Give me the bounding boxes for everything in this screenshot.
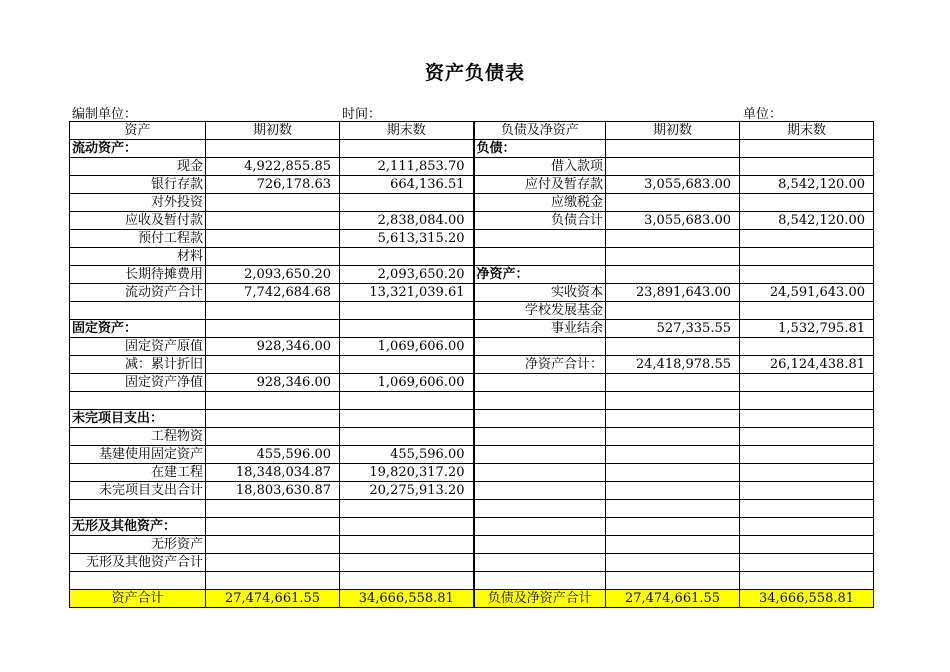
asset-opening [206,194,340,212]
liability-closing [740,374,874,392]
asset-closing [340,140,474,158]
asset-label: 无形资产 [70,536,206,554]
table-row [70,266,874,284]
asset-closing [340,248,474,266]
liability-opening [606,374,740,392]
asset-closing [340,536,474,554]
table-row [70,374,874,392]
asset-label: 长期待摊费用 [70,266,206,284]
asset-label: 无形及其他资产合计 [70,554,206,572]
liability-opening [606,446,740,464]
liability-label [474,464,606,482]
liability-opening [606,302,740,320]
asset-opening [206,554,340,572]
liability-opening [606,518,740,536]
asset-opening [206,140,340,158]
liability-closing [740,266,874,284]
table-row [70,302,874,320]
table-row [70,212,874,230]
asset-label: 在建工程 [70,464,206,482]
asset-label [70,572,206,590]
asset-label: 固定资产： [70,320,206,338]
liability-opening [606,266,740,284]
table-row [70,410,874,428]
asset-label [70,392,206,410]
asset-label: 基建使用固定资产 [70,446,206,464]
asset-opening [206,320,340,338]
asset-closing: 664,136.51 [340,176,474,194]
asset-label: 固定资产净值 [70,374,206,392]
asset-closing: 455,596.00 [340,446,474,464]
liability-opening [606,428,740,446]
asset-opening [206,410,340,428]
liability-label: 负债合计 [474,212,606,230]
liability-label: 净资产合计： [474,356,606,374]
liability-label [474,338,606,356]
time-label: 时间： [342,107,382,122]
liability-opening [606,500,740,518]
asset-opening [206,536,340,554]
asset-closing [340,320,474,338]
asset-closing: 1,069,606.00 [340,374,474,392]
asset-opening: 928,346.00 [206,338,340,356]
asset-opening: 928,346.00 [206,374,340,392]
liability-opening [606,554,740,572]
asset-opening [206,518,340,536]
liability-closing: 1,532,795.81 [740,320,874,338]
liability-opening [606,248,740,266]
table-row [70,158,874,176]
header-liabilities-opening: 期初数 [606,122,740,140]
liability-label [474,248,606,266]
liability-opening: 3,055,683.00 [606,176,740,194]
liability-closing [740,302,874,320]
asset-label: 应收及暂付款 [70,212,206,230]
liability-opening [606,194,740,212]
liability-closing [740,446,874,464]
liability-closing [740,140,874,158]
asset-label: 银行存款 [70,176,206,194]
total-assets-label: 资产合计 [70,590,206,608]
liability-label [474,410,606,428]
asset-closing [340,356,474,374]
table-row [70,194,874,212]
unit-label: 单位： [743,107,783,122]
asset-closing: 2,838,084.00 [340,212,474,230]
asset-opening [206,572,340,590]
asset-closing [340,194,474,212]
liability-label: 学校发展基金 [474,302,606,320]
asset-opening [206,212,340,230]
asset-closing [340,500,474,518]
asset-closing [340,572,474,590]
liability-label [474,446,606,464]
liability-label: 应付及暂存款 [474,176,606,194]
header-liabilities-closing: 期末数 [740,122,874,140]
asset-opening [206,248,340,266]
asset-label: 流动资产： [70,140,206,158]
liability-closing [740,410,874,428]
asset-opening [206,500,340,518]
table-row [70,338,874,356]
total-assets-opening: 27,474,661.55 [206,590,340,608]
asset-closing: 2,111,853.70 [340,158,474,176]
asset-opening: 2,093,650.20 [206,266,340,284]
table-row [70,320,874,338]
table-row [70,572,874,590]
liability-opening [606,536,740,554]
asset-label [70,302,206,320]
liability-opening: 23,891,643.00 [606,284,740,302]
asset-opening: 4,922,855.85 [206,158,340,176]
total-row [70,590,874,608]
liability-label [474,374,606,392]
asset-label: 对外投资 [70,194,206,212]
liability-label [474,482,606,500]
liability-opening [606,464,740,482]
liability-opening [606,482,740,500]
total-liabilities-opening: 27,474,661.55 [606,590,740,608]
table-row [70,356,874,374]
asset-label: 减：累计折旧 [70,356,206,374]
liability-label: 实收资本 [474,284,606,302]
table-row [70,176,874,194]
liability-opening [606,158,740,176]
asset-closing [340,392,474,410]
page-title: 资产负债表 [424,62,525,84]
liability-closing [740,464,874,482]
asset-opening [206,392,340,410]
liability-label [474,392,606,410]
asset-opening: 7,742,684.68 [206,284,340,302]
liability-closing [740,338,874,356]
liability-closing [740,392,874,410]
asset-closing [340,428,474,446]
asset-closing [340,410,474,428]
asset-closing: 19,820,317.20 [340,464,474,482]
asset-label: 流动资产合计 [70,284,206,302]
liability-label: 净资产： [474,266,606,284]
asset-closing [340,518,474,536]
liability-label [474,428,606,446]
asset-label: 材料 [70,248,206,266]
total-assets-closing: 34,666,558.81 [340,590,474,608]
header-assets-opening: 期初数 [206,122,340,140]
liability-closing: 24,591,643.00 [740,284,874,302]
liability-closing [740,554,874,572]
liability-closing [740,482,874,500]
liability-closing: 8,542,120.00 [740,176,874,194]
table-row [70,500,874,518]
table-row [70,248,874,266]
table-row [70,482,874,500]
liability-opening [606,572,740,590]
asset-opening: 18,803,630.87 [206,482,340,500]
liability-closing [740,158,874,176]
header-assets-closing: 期末数 [340,122,474,140]
table-row [70,464,874,482]
liability-closing [740,248,874,266]
table-row [70,536,874,554]
total-liabilities-closing: 34,666,558.81 [740,590,874,608]
asset-closing: 5,613,315.20 [340,230,474,248]
liability-closing [740,230,874,248]
asset-label: 未完项目支出： [70,410,206,428]
balance-sheet-table [69,121,874,608]
asset-opening [206,230,340,248]
liability-closing [740,194,874,212]
liability-opening: 3,055,683.00 [606,212,740,230]
liability-opening [606,338,740,356]
compiling-unit-label: 编制单位： [72,107,138,122]
header-liabilities: 负债及净资产 [474,122,606,140]
liability-closing [740,500,874,518]
asset-label: 预付工程款 [70,230,206,248]
asset-closing [340,302,474,320]
liability-label [474,572,606,590]
table-row [70,230,874,248]
asset-label: 未完项目支出合计 [70,482,206,500]
table-row [70,428,874,446]
liability-label [474,518,606,536]
liability-closing [740,572,874,590]
table-row [70,446,874,464]
asset-label: 无形及其他资产： [70,518,206,536]
table-row [70,284,874,302]
asset-opening [206,302,340,320]
table-row [70,518,874,536]
asset-closing [340,554,474,572]
header-assets: 资产 [70,122,206,140]
liability-label [474,500,606,518]
asset-closing: 2,093,650.20 [340,266,474,284]
liability-opening: 527,335.55 [606,320,740,338]
liability-opening [606,140,740,158]
liability-opening [606,230,740,248]
liability-label: 负债： [474,140,606,158]
liability-label: 应缴税金 [474,194,606,212]
asset-opening: 726,178.63 [206,176,340,194]
total-liabilities-label: 负债及净资产合计 [474,590,606,608]
asset-opening [206,356,340,374]
asset-label: 固定资产原值 [70,338,206,356]
liability-opening [606,392,740,410]
liability-opening [606,410,740,428]
asset-closing: 20,275,913.20 [340,482,474,500]
table-row [70,392,874,410]
liability-label: 事业结余 [474,320,606,338]
asset-opening: 18,348,034.87 [206,464,340,482]
liability-closing [740,428,874,446]
liability-closing [740,536,874,554]
liability-label: 借入款项 [474,158,606,176]
asset-label: 现金 [70,158,206,176]
asset-opening: 455,596.00 [206,446,340,464]
header-row [70,122,874,140]
table-row [70,140,874,158]
table-row [70,554,874,572]
liability-closing: 26,124,438.81 [740,356,874,374]
liability-opening: 24,418,978.55 [606,356,740,374]
asset-closing: 13,321,039.61 [340,284,474,302]
liability-label [474,536,606,554]
liability-label [474,554,606,572]
asset-label [70,500,206,518]
liability-closing: 8,542,120.00 [740,212,874,230]
liability-closing [740,518,874,536]
asset-opening [206,428,340,446]
liability-label [474,230,606,248]
asset-label: 工程物资 [70,428,206,446]
asset-closing: 1,069,606.00 [340,338,474,356]
